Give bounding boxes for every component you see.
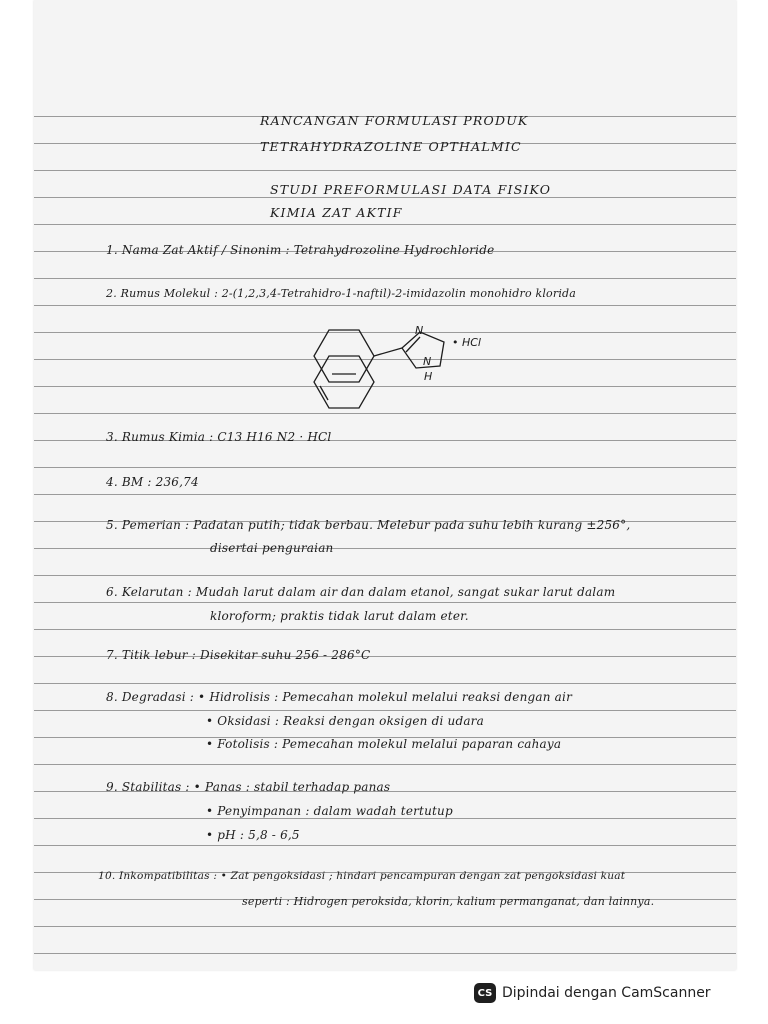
subtitle-line-1: STUDI PREFORMULASI DATA FISIKO <box>270 182 552 197</box>
scanner-footer <box>474 983 711 1003</box>
item-9-stability-ph: • pH : 5,8 - 6,5 <box>206 828 300 842</box>
item-6-solubility-cont: kloroform; praktis tidak larut dalam eter. <box>210 609 469 623</box>
item-8-degradation-oxidation: • Oksidasi : Reaksi dengan oksigen di udara <box>206 714 484 728</box>
camscanner-logo: CS <box>474 983 496 1003</box>
scanner-footer-text: Dipindai dengan CamScanner <box>502 985 711 1001</box>
item-3-chemical-formula: 3. Rumus Kimia : C13 H16 N2 · HCl <box>106 430 332 444</box>
item-6-solubility: 6. Kelarutan : Mudah larut dalam air dan dalam etanol, sangat sukar larut dalam <box>106 585 616 599</box>
title-line-1: RANCANGAN FORMULASI PRODUK <box>260 113 529 128</box>
subtitle-line-2: KIMIA ZAT AKTIF <box>270 205 403 220</box>
item-4-molecular-weight: 4. BM : 236,74 <box>106 475 199 489</box>
tetrahydrozoline-structure <box>284 318 484 418</box>
item-2-molecular-formula: 2. Rumus Molekul : 2-(1,2,3,4-Tetrahidro-1-naftil)-2-imidazolin monohidro klorida <box>106 287 577 300</box>
item-5-description-cont: disertai penguraian <box>210 541 334 555</box>
hcl-salt-label: • HCl <box>452 336 481 349</box>
item-9-stability-storage: • Penyimpanan : dalam wadah tertutup <box>206 804 453 818</box>
item-9-stability-heat: 9. Stabilitas : • Panas : stabil terhadap panas <box>106 780 391 794</box>
item-10-incompatibility: 10. Inkompatibilitas : • Zat pengoksidasi ; hindari pencampuran dengan zat pengoksidasi kuat <box>98 870 626 882</box>
item-5-description: 5. Pemerian : Padatan putih; tidak berbau. Melebur pada suhu lebih kurang ±256°, <box>106 518 631 532</box>
item-7-melting-point: 7. Titik lebur : Disekitar suhu 256 - 286°C <box>106 648 371 662</box>
atom-h: H <box>424 370 433 383</box>
item-8-degradation-photolysis: • Fotolisis : Pemecahan molekul melalui paparan cahaya <box>206 737 562 751</box>
page-top-margin <box>34 0 736 88</box>
atom-n-top: N <box>415 324 424 337</box>
item-1-name: 1. Nama Zat Aktif / Sinonim : Tetrahydrozoline Hydrochloride <box>106 243 495 257</box>
item-8-degradation-hydrolysis: 8. Degradasi : • Hidrolisis : Pemecahan molekul melalui reaksi dengan air <box>106 690 573 704</box>
atom-n-bottom: N <box>423 355 432 368</box>
notebook-page <box>34 0 736 970</box>
title-line-2: TETRAHYDRAZOLINE OPTHALMIC <box>260 139 522 154</box>
item-10-incompatibility-cont: seperti : Hidrogen peroksida, klorin, kalium permanganat, dan lainnya. <box>242 895 655 908</box>
